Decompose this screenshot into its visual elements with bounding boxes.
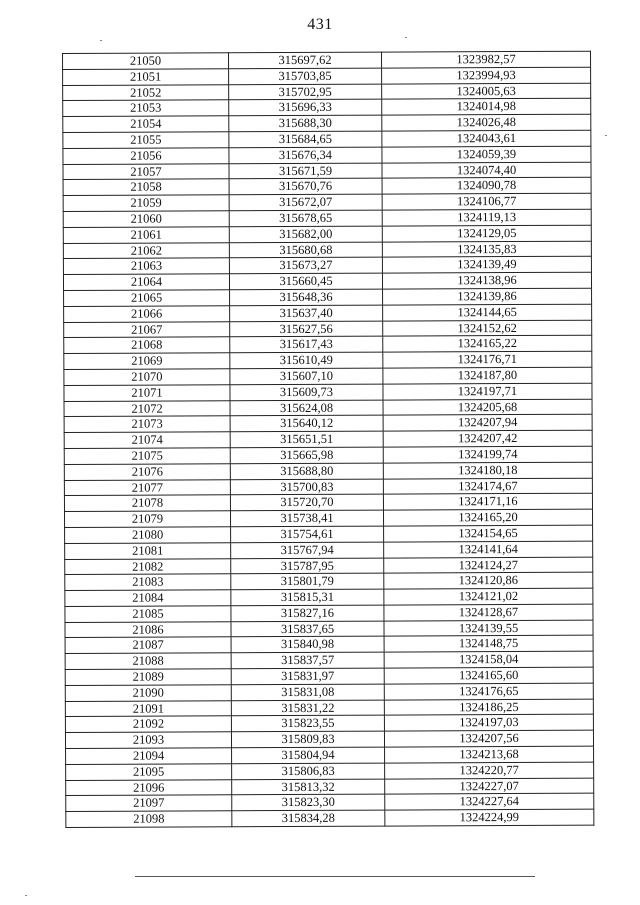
coordinates-table bbox=[62, 51, 594, 828]
point-number-cell: 21068 bbox=[64, 337, 230, 354]
table-row bbox=[66, 746, 594, 764]
page-number: 431 bbox=[307, 16, 333, 33]
table-row bbox=[63, 99, 591, 117]
y-coordinate-cell: 1324138,96 bbox=[382, 272, 591, 289]
x-coordinate-cell: 315823,55 bbox=[231, 716, 384, 732]
x-coordinate-cell: 315671,59 bbox=[229, 163, 382, 179]
y-coordinate-cell: 1324124,27 bbox=[384, 557, 593, 574]
table-row bbox=[65, 699, 593, 717]
x-coordinate-cell: 315837,65 bbox=[231, 621, 384, 637]
point-number-cell: 21079 bbox=[65, 511, 231, 528]
y-coordinate-cell: 1324227,07 bbox=[385, 778, 594, 795]
table-row bbox=[64, 430, 592, 448]
point-number-cell: 21067 bbox=[64, 321, 230, 338]
x-coordinate-cell: 315696,33 bbox=[229, 99, 382, 115]
point-number-cell: 21088 bbox=[65, 653, 231, 670]
y-coordinate-cell: 1324207,94 bbox=[383, 415, 592, 432]
point-number-cell: 21096 bbox=[66, 779, 232, 796]
table-row bbox=[66, 809, 594, 827]
table-row bbox=[63, 114, 591, 132]
x-coordinate-cell: 315684,65 bbox=[229, 131, 382, 147]
y-coordinate-cell: 1324197,03 bbox=[384, 715, 593, 732]
point-number-cell: 21098 bbox=[66, 811, 232, 828]
y-coordinate-cell: 1324205,68 bbox=[383, 399, 592, 416]
table-row bbox=[65, 557, 593, 575]
table-row bbox=[63, 146, 591, 164]
x-coordinate-cell: 315834,28 bbox=[232, 810, 385, 826]
y-coordinate-cell: 1324139,86 bbox=[383, 288, 592, 305]
table-row bbox=[63, 272, 591, 290]
scan-speck bbox=[25, 895, 27, 896]
x-coordinate-cell: 315624,08 bbox=[230, 400, 383, 416]
y-coordinate-cell: 1324059,39 bbox=[382, 146, 591, 163]
point-number-cell: 21066 bbox=[64, 306, 230, 323]
point-number-cell: 21050 bbox=[63, 53, 229, 70]
y-coordinate-cell: 1324154,65 bbox=[384, 525, 593, 542]
table-row bbox=[63, 83, 591, 101]
point-number-cell: 21072 bbox=[64, 400, 230, 417]
table-row bbox=[63, 241, 591, 259]
point-number-cell: 21057 bbox=[63, 163, 229, 180]
y-coordinate-cell: 1324026,48 bbox=[382, 114, 591, 131]
point-number-cell: 21094 bbox=[66, 748, 232, 765]
x-coordinate-cell: 315754,61 bbox=[231, 526, 384, 542]
table-row bbox=[63, 257, 591, 275]
x-coordinate-cell: 315680,68 bbox=[229, 242, 382, 258]
y-coordinate-cell: 1324213,68 bbox=[385, 746, 594, 763]
table-row bbox=[64, 399, 592, 417]
table-row bbox=[64, 304, 592, 322]
x-coordinate-cell: 315831,97 bbox=[231, 668, 384, 684]
y-coordinate-cell: 1324014,98 bbox=[382, 99, 591, 116]
point-number-cell: 21090 bbox=[65, 685, 231, 702]
x-coordinate-cell: 315700,83 bbox=[230, 479, 383, 495]
x-coordinate-cell: 315697,62 bbox=[229, 52, 382, 68]
table-row bbox=[65, 667, 593, 685]
x-coordinate-cell: 315738,41 bbox=[230, 510, 383, 526]
table-row bbox=[63, 51, 591, 69]
point-number-cell: 21074 bbox=[64, 432, 230, 449]
x-coordinate-cell: 315720,70 bbox=[230, 494, 383, 510]
table-row bbox=[66, 762, 594, 780]
y-coordinate-cell: 1324090,78 bbox=[382, 178, 591, 195]
table-row bbox=[65, 525, 593, 543]
x-coordinate-cell: 315827,16 bbox=[231, 605, 384, 621]
point-number-cell: 21071 bbox=[64, 385, 230, 402]
y-coordinate-cell: 1324158,04 bbox=[384, 651, 593, 668]
point-number-cell: 21091 bbox=[65, 700, 231, 717]
y-coordinate-cell: 1324144,65 bbox=[383, 304, 592, 321]
x-coordinate-cell: 315831,08 bbox=[231, 684, 384, 700]
y-coordinate-cell: 1324152,62 bbox=[383, 320, 592, 337]
y-coordinate-cell: 1324165,22 bbox=[383, 336, 592, 353]
y-coordinate-cell: 1324180,18 bbox=[383, 462, 592, 479]
x-coordinate-cell: 315676,34 bbox=[229, 147, 382, 163]
point-number-cell: 21095 bbox=[66, 764, 232, 781]
x-coordinate-cell: 315673,27 bbox=[229, 257, 382, 273]
table-row bbox=[63, 225, 591, 243]
y-coordinate-cell: 1324005,63 bbox=[382, 83, 591, 100]
y-coordinate-cell: 1324043,61 bbox=[382, 130, 591, 147]
y-coordinate-cell: 1324171,16 bbox=[383, 494, 592, 511]
x-coordinate-cell: 315837,57 bbox=[231, 652, 384, 668]
x-coordinate-cell: 315648,36 bbox=[230, 289, 383, 305]
y-coordinate-cell: 1324148,75 bbox=[384, 636, 593, 653]
y-coordinate-cell: 1324197,71 bbox=[383, 383, 592, 400]
y-coordinate-cell: 1324220,77 bbox=[385, 762, 594, 779]
y-coordinate-cell: 1324227,64 bbox=[385, 794, 594, 811]
point-number-cell: 21064 bbox=[63, 274, 229, 291]
y-coordinate-cell: 1323994,93 bbox=[382, 67, 591, 84]
y-coordinate-cell: 1324165,60 bbox=[384, 667, 593, 684]
table-row bbox=[65, 730, 593, 748]
table-row bbox=[64, 288, 592, 306]
x-coordinate-cell: 315640,12 bbox=[230, 415, 383, 431]
y-coordinate-cell: 1324187,80 bbox=[383, 367, 592, 384]
y-coordinate-cell: 1324120,86 bbox=[384, 572, 593, 589]
table-row bbox=[65, 636, 593, 654]
point-number-cell: 21081 bbox=[65, 542, 231, 559]
y-coordinate-cell: 1324119,13 bbox=[382, 209, 591, 226]
x-coordinate-cell: 315831,22 bbox=[231, 700, 384, 716]
y-coordinate-cell: 1324121,02 bbox=[384, 588, 593, 605]
y-coordinate-cell: 1324141,64 bbox=[384, 541, 593, 558]
table-row bbox=[65, 715, 593, 733]
point-number-cell: 21056 bbox=[63, 148, 229, 165]
point-number-cell: 21060 bbox=[63, 211, 229, 228]
point-number-cell: 21077 bbox=[64, 479, 230, 496]
point-number-cell: 21054 bbox=[63, 116, 229, 133]
point-number-cell: 21065 bbox=[64, 290, 230, 307]
point-number-cell: 21078 bbox=[64, 495, 230, 512]
x-coordinate-cell: 315627,56 bbox=[230, 321, 383, 337]
y-coordinate-cell: 1324174,67 bbox=[383, 478, 592, 495]
bottom-rule bbox=[135, 876, 535, 877]
table-row bbox=[63, 162, 591, 180]
table-row bbox=[66, 794, 594, 812]
table-row bbox=[65, 509, 593, 527]
point-number-cell: 21086 bbox=[65, 621, 231, 638]
table-row bbox=[65, 604, 593, 622]
table-row bbox=[64, 336, 592, 354]
y-coordinate-cell: 1324176,71 bbox=[383, 351, 592, 368]
y-coordinate-cell: 1324207,42 bbox=[383, 430, 592, 447]
table-row bbox=[63, 209, 591, 227]
table-row bbox=[64, 415, 592, 433]
table-row bbox=[65, 541, 593, 559]
x-coordinate-cell: 315617,43 bbox=[230, 336, 383, 352]
point-number-cell: 21058 bbox=[63, 179, 229, 196]
point-number-cell: 21051 bbox=[63, 69, 229, 86]
table-row bbox=[63, 67, 591, 85]
x-coordinate-cell: 315813,32 bbox=[232, 779, 385, 795]
point-number-cell: 21083 bbox=[65, 574, 231, 591]
table-row bbox=[63, 178, 591, 196]
table-row bbox=[64, 446, 592, 464]
x-coordinate-cell: 315688,80 bbox=[230, 463, 383, 479]
x-coordinate-cell: 315609,73 bbox=[230, 384, 383, 400]
scan-speck bbox=[405, 37, 407, 38]
x-coordinate-cell: 315806,83 bbox=[232, 763, 385, 779]
x-coordinate-cell: 315840,98 bbox=[231, 637, 384, 653]
point-number-cell: 21097 bbox=[66, 795, 232, 812]
point-number-cell: 21076 bbox=[64, 463, 230, 480]
x-coordinate-cell: 315665,98 bbox=[230, 447, 383, 463]
y-coordinate-cell: 1324139,55 bbox=[384, 620, 593, 637]
y-coordinate-cell: 1324129,05 bbox=[382, 225, 591, 242]
table-row bbox=[64, 462, 592, 480]
table-row bbox=[65, 683, 593, 701]
x-coordinate-cell: 315672,07 bbox=[229, 194, 382, 210]
x-coordinate-cell: 315767,94 bbox=[231, 542, 384, 558]
y-coordinate-cell: 1324074,40 bbox=[382, 162, 591, 179]
x-coordinate-cell: 315823,30 bbox=[232, 795, 385, 811]
table-row bbox=[65, 620, 593, 638]
y-coordinate-cell: 1324128,67 bbox=[384, 604, 593, 621]
scan-speck bbox=[100, 40, 102, 41]
x-coordinate-cell: 315610,49 bbox=[230, 352, 383, 368]
x-coordinate-cell: 315809,83 bbox=[231, 731, 384, 747]
x-coordinate-cell: 315703,85 bbox=[229, 68, 382, 84]
x-coordinate-cell: 315637,40 bbox=[230, 305, 383, 321]
table-row bbox=[64, 351, 592, 369]
x-coordinate-cell: 315678,65 bbox=[229, 210, 382, 226]
point-number-cell: 21063 bbox=[63, 258, 229, 275]
point-number-cell: 21073 bbox=[64, 416, 230, 433]
table-row bbox=[65, 588, 593, 606]
point-number-cell: 21069 bbox=[64, 353, 230, 370]
x-coordinate-cell: 315651,51 bbox=[230, 431, 383, 447]
point-number-cell: 21061 bbox=[63, 227, 229, 244]
point-number-cell: 21092 bbox=[65, 716, 231, 733]
y-coordinate-cell: 1324135,83 bbox=[382, 241, 591, 258]
point-number-cell: 21059 bbox=[63, 195, 229, 212]
y-coordinate-cell: 1324186,25 bbox=[384, 699, 593, 716]
point-number-cell: 21084 bbox=[65, 590, 231, 607]
table-row bbox=[65, 651, 593, 669]
y-coordinate-cell: 1324176,65 bbox=[384, 683, 593, 700]
x-coordinate-cell: 315815,31 bbox=[231, 589, 384, 605]
table-row bbox=[64, 367, 592, 385]
table-row bbox=[64, 478, 592, 496]
x-coordinate-cell: 315607,10 bbox=[230, 368, 383, 384]
table-row bbox=[65, 572, 593, 590]
table-row bbox=[63, 193, 591, 211]
y-coordinate-cell: 1323982,57 bbox=[381, 51, 590, 68]
x-coordinate-cell: 315787,95 bbox=[231, 558, 384, 574]
point-number-cell: 21075 bbox=[64, 448, 230, 465]
point-number-cell: 21085 bbox=[65, 606, 231, 623]
coordinates-table-body bbox=[63, 51, 594, 827]
point-number-cell: 21070 bbox=[64, 369, 230, 386]
table-row bbox=[64, 320, 592, 338]
y-coordinate-cell: 1324165,20 bbox=[383, 509, 592, 526]
y-coordinate-cell: 1324106,77 bbox=[382, 193, 591, 210]
y-coordinate-cell: 1324139,49 bbox=[382, 257, 591, 274]
point-number-cell: 21082 bbox=[65, 558, 231, 575]
x-coordinate-cell: 315804,94 bbox=[232, 747, 385, 763]
point-number-cell: 21087 bbox=[65, 637, 231, 654]
point-number-cell: 21093 bbox=[65, 732, 231, 749]
x-coordinate-cell: 315670,76 bbox=[229, 178, 382, 194]
y-coordinate-cell: 1324224,99 bbox=[385, 809, 594, 826]
x-coordinate-cell: 315688,30 bbox=[229, 115, 382, 131]
point-number-cell: 21053 bbox=[63, 100, 229, 117]
point-number-cell: 21062 bbox=[63, 242, 229, 259]
table-row bbox=[64, 494, 592, 512]
table-row bbox=[63, 130, 591, 148]
scan-speck bbox=[605, 135, 607, 136]
y-coordinate-cell: 1324207,56 bbox=[384, 730, 593, 747]
point-number-cell: 21089 bbox=[65, 669, 231, 686]
x-coordinate-cell: 315801,79 bbox=[231, 573, 384, 589]
x-coordinate-cell: 315660,45 bbox=[229, 273, 382, 289]
point-number-cell: 21055 bbox=[63, 132, 229, 149]
point-number-cell: 21080 bbox=[65, 527, 231, 544]
y-coordinate-cell: 1324199,74 bbox=[383, 446, 592, 463]
x-coordinate-cell: 315682,00 bbox=[229, 226, 382, 242]
table-row bbox=[66, 778, 594, 796]
x-coordinate-cell: 315702,95 bbox=[229, 84, 382, 100]
point-number-cell: 21052 bbox=[63, 84, 229, 101]
table-row bbox=[64, 383, 592, 401]
